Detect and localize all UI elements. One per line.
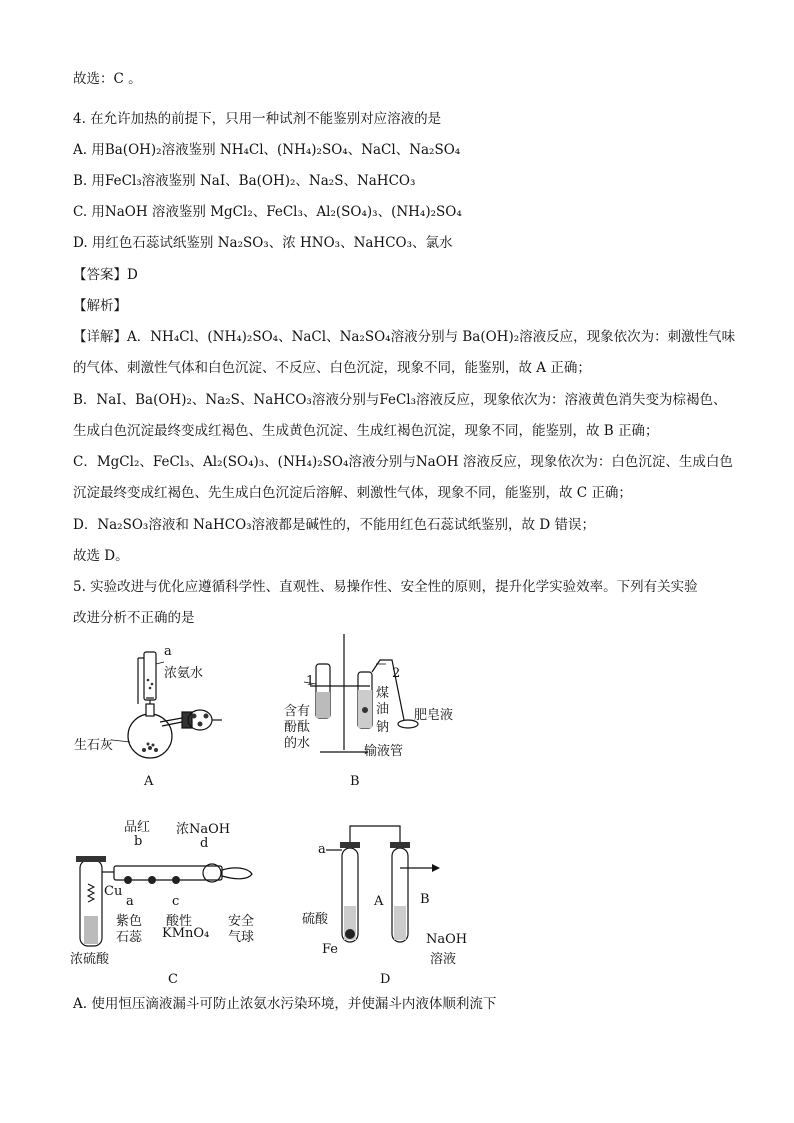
question-4-stem: 4. 在允许加热的前提下，只用一种试剂不能鉴别对应溶液的是 — [73, 111, 442, 127]
label-naoh: 浓NaOH — [176, 822, 231, 837]
detail-line: 的气体、刺激性气体和白色沉淀、不反应、白色沉淀，现象不同，能鉴别，故 A 正确； — [73, 360, 591, 376]
question-5-stem: 5. 实验改进与优化应遵循科学性、直观性、易操作性、安全性的原则，提升化学实验效率。下列有关实验 — [73, 579, 698, 595]
label-c: c — [172, 894, 180, 909]
detail-line: B．NaI、Ba(OH)₂、Na₂S、NaHCO₃溶液分别与FeCl₃溶液反应，现象依次为：溶液黄色消失变为棕褐色、 — [73, 392, 727, 408]
question-5-option-a: A. 使用恒压滴液漏斗可防止浓氨水污染环境，并使漏斗内液体顺利流下 — [73, 996, 497, 1012]
option-a: A. 用Ba(OH)₂溶液鉴别 NH₄Cl、(NH₄)₂SO₄、NaCl、Na₂SO₄ — [73, 142, 461, 158]
label-acid: 硫酸 — [302, 912, 329, 927]
figure-caption: D — [380, 972, 391, 987]
figure-d — [300, 822, 500, 992]
question-5-stem-cont: 改进分析不正确的是 — [73, 610, 195, 626]
label-a: a — [318, 842, 326, 857]
detail-line: D．Na₂SO₃溶液和 NaHCO₃溶液都是碱性的，不能用红色石蕊试纸鉴别，故 D 错误； — [73, 517, 595, 533]
figure-c — [70, 812, 270, 992]
label-solution: 溶液 — [430, 952, 457, 967]
option-d: D. 用红色石蕊试纸鉴别 Na₂SO₃、浓 HNO₃、NaHCO₃、氯水 — [73, 235, 453, 251]
label-shirui: 石蕊 — [116, 930, 143, 945]
label-A: A — [374, 894, 384, 909]
analysis-label: 【解析】 — [73, 298, 127, 314]
label-B: B — [420, 892, 430, 907]
label-zise: 紫色 — [116, 914, 143, 929]
option-c: C. 用NaOH 溶液鉴别 MgCl₂、FeCl₃、Al₂(SO₄)₃、(NH₄)₂SO₄ — [73, 204, 462, 220]
detail-line: C．MgCl₂、FeCl₃、Al₂(SO₄)₃、(NH₄)₂SO₄溶液分别与NaOH 溶液反应，现象依次为：白色沉淀、生成白色 — [73, 454, 733, 470]
label-suanxing: 酸性 — [166, 914, 193, 929]
label-kerosene-1: 煤 — [376, 686, 390, 701]
detail-line: 沉淀最终变成红褐色、先生成白色沉淀后溶解、刺激性气体，现象不同，能鉴别，故 C 正确； — [73, 485, 632, 501]
label-2: 2 — [392, 666, 401, 681]
label-acid: 浓硫酸 — [70, 952, 110, 967]
label-sodium: 钠 — [376, 720, 390, 735]
label-d: d — [200, 836, 209, 851]
label-kerosene-2: 油 — [376, 702, 390, 717]
label-pinhong: 品红 — [124, 820, 151, 835]
label-b: b — [134, 834, 143, 849]
label-fe: Fe — [322, 942, 339, 957]
text-line: 故选 D。 — [73, 548, 129, 564]
label-a: a — [126, 894, 134, 909]
label-1: 1 — [306, 674, 315, 689]
label-kmno4: KMnO₄ — [162, 926, 210, 941]
label-tube: 输液管 — [364, 744, 404, 759]
figure-caption: A — [144, 774, 154, 789]
label-anquan: 安全 — [228, 914, 255, 929]
label-water-3: 的水 — [284, 736, 311, 751]
label-naoh: NaOH — [426, 932, 468, 947]
label-water-2: 酚酞 — [284, 720, 311, 735]
apparatus-a-drawing — [60, 640, 260, 800]
figure-b — [280, 630, 480, 800]
figure-caption: C — [168, 972, 178, 987]
label-soap: 肥皂液 — [414, 708, 454, 723]
label-cu: Cu — [104, 884, 123, 899]
detail-line: 【详解】A．NH₄Cl、(NH₄)₂SO₄、NaCl、Na₂SO₄溶液分别与 Ba(OH)₂溶液反应，现象依次为：刺激性气味 — [73, 329, 736, 345]
label-lime: 生石灰 — [74, 738, 114, 753]
label-qiqiu: 气球 — [228, 930, 255, 945]
label-water-1: 含有 — [284, 704, 311, 719]
text-line: 故选：C 。 — [73, 71, 142, 87]
option-b: B. 用FeCl₃溶液鉴别 NaI、Ba(OH)₂、Na₂S、NaHCO₃ — [73, 173, 416, 189]
figure-a — [60, 640, 260, 800]
answer-label: 【答案】D — [73, 267, 138, 283]
detail-line: 生成白色沉淀最终变成红褐色、生成黄色沉淀、生成红褐色沉淀，现象不同，能鉴别，故 B 正确； — [73, 423, 659, 439]
label-a: a — [164, 644, 172, 659]
figure-caption: B — [350, 774, 360, 789]
apparatus-d-drawing — [300, 822, 500, 992]
label-ammonia: 浓氨水 — [164, 666, 204, 681]
